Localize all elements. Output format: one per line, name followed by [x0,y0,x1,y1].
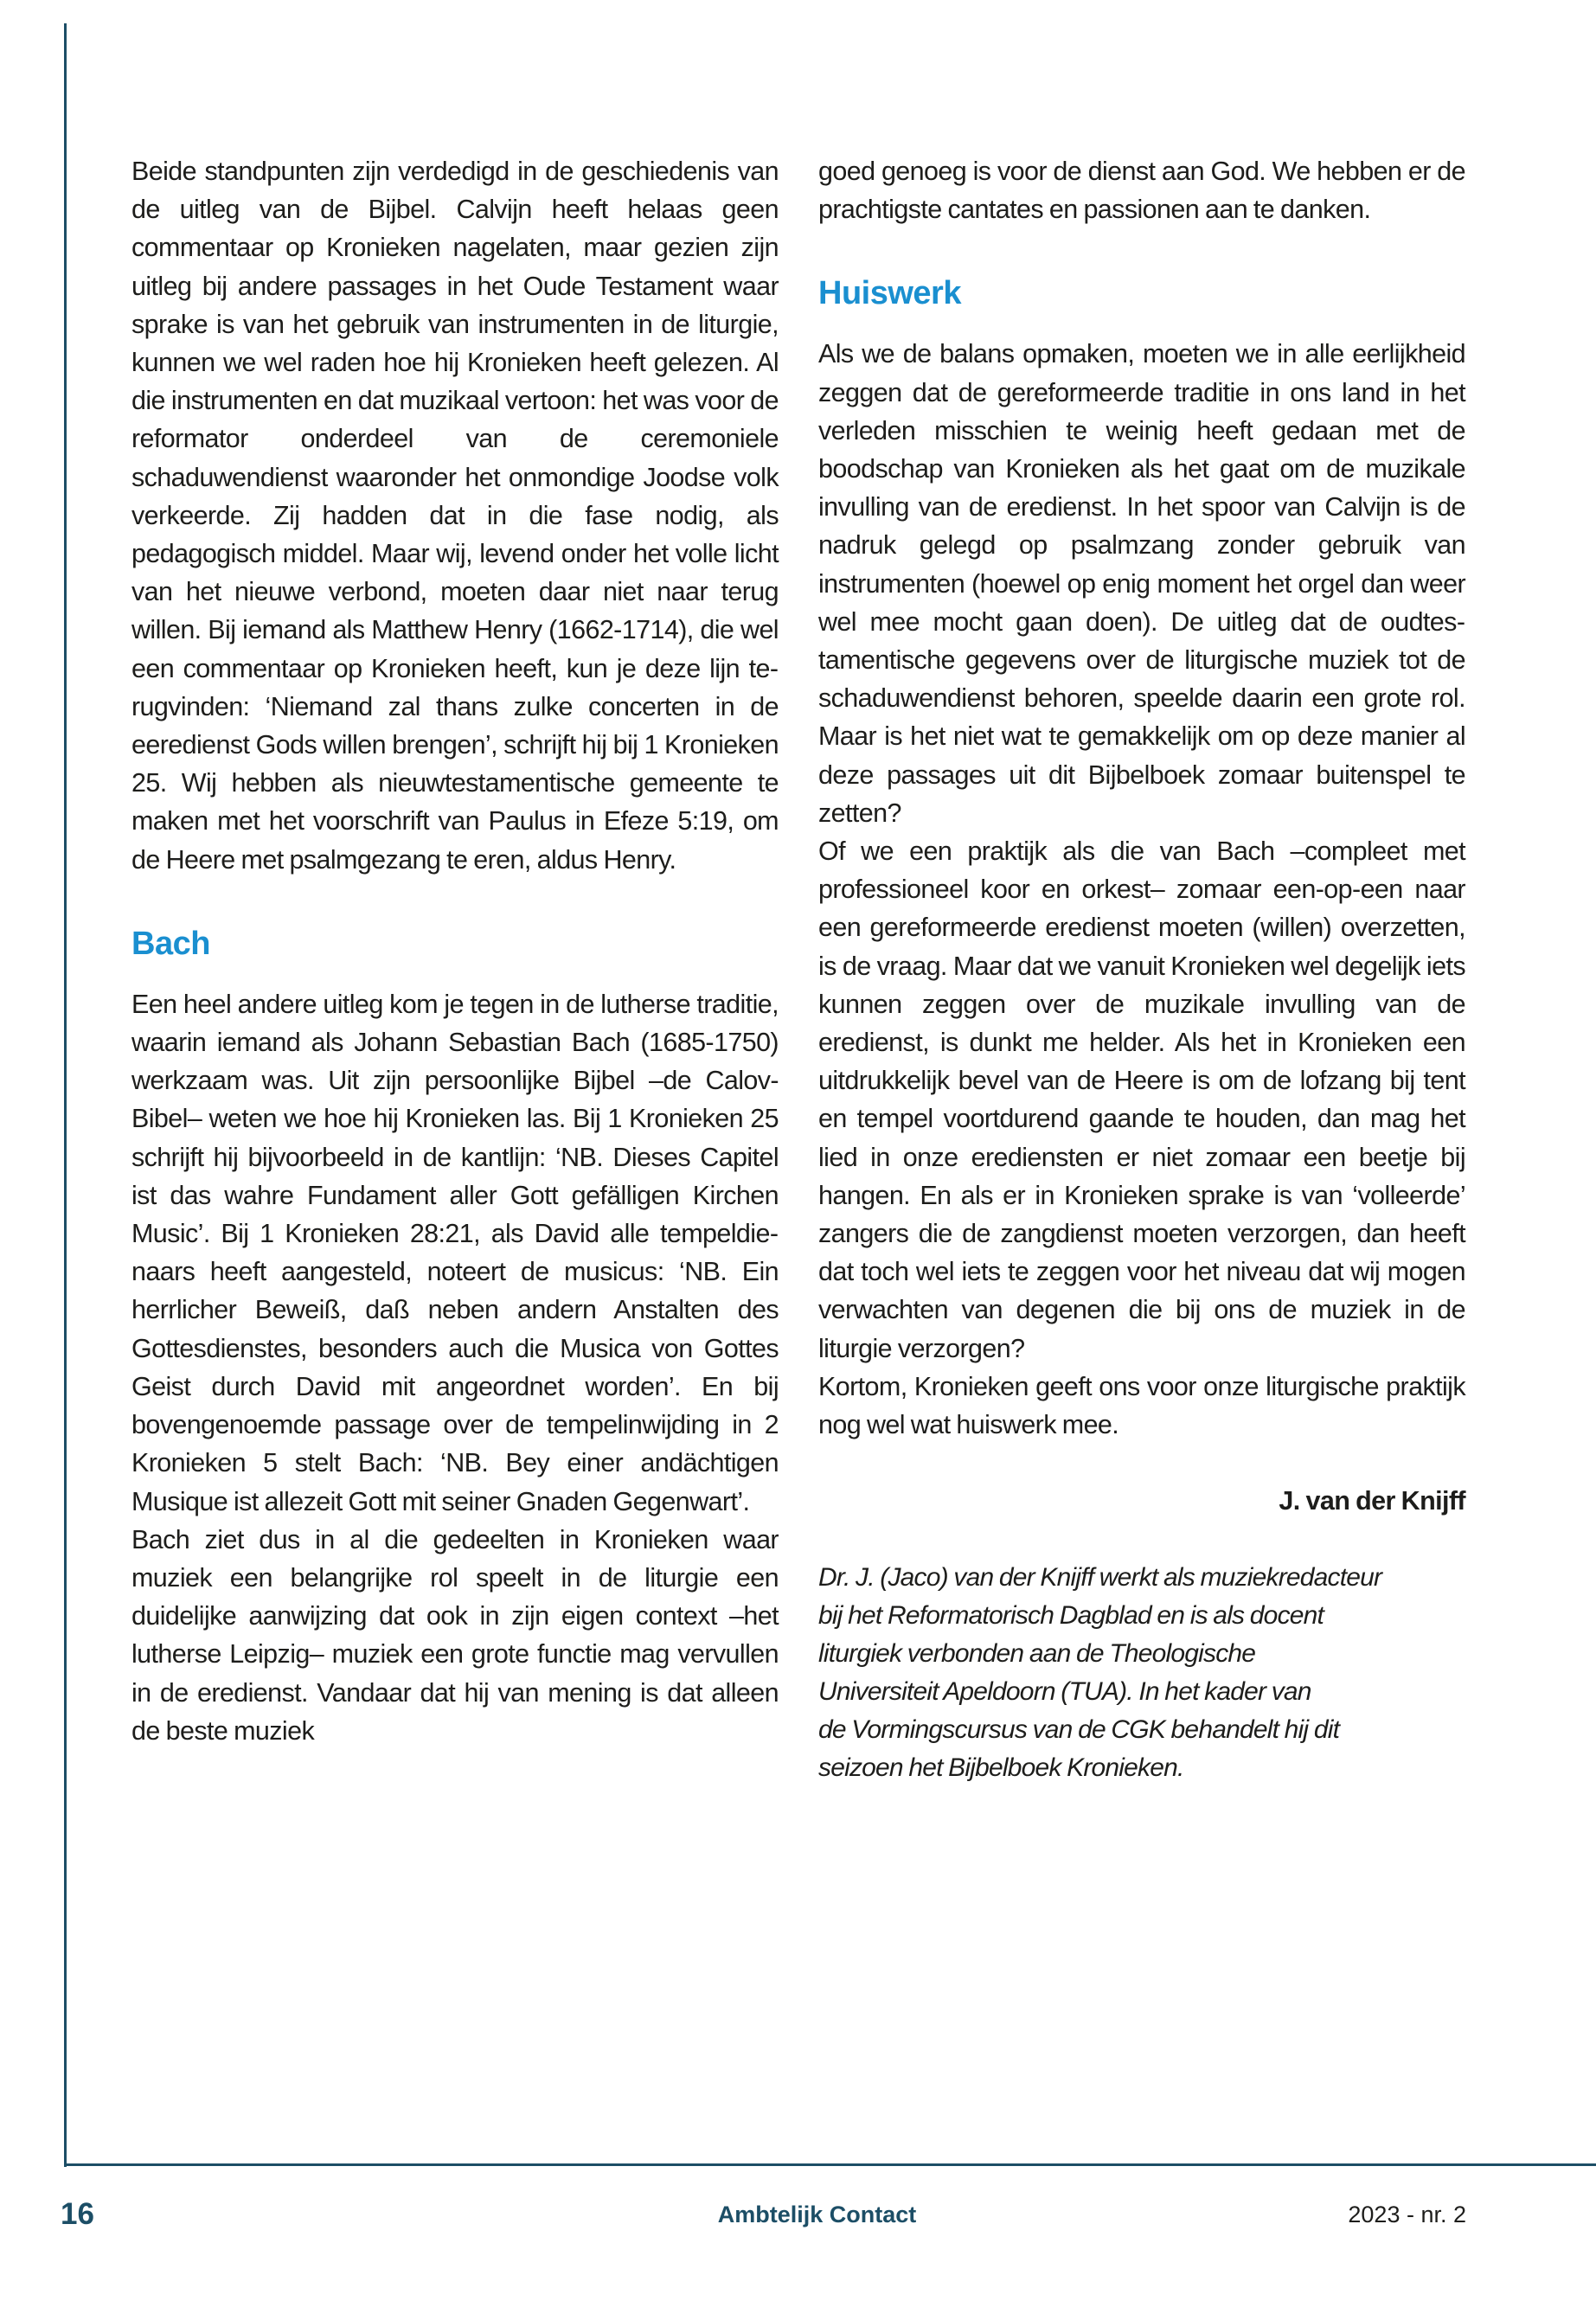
huiswerk-paragraph-2: Of we een praktijk als die van Bach –compleet met professioneel koor en orkest– zomaar een-op-een naar een gereformeerde eredienst moeten (willen) overzetten, is de vraag. Maar dat we vanuit Kronieken wel degelijk iets kunnen zeggen over de muzikale invulling van de eredienst, is dunkt me helder. Als het in Kronieken een uitdrukkelijk bevel van de Heere is om de lofzang bij tent en tempel voortdurend gaande te houden, dan mag het lied in onze erediensten er niet zomaar een beetje bij hangen. En als er in Kronieken sprake is van ‘volleerde’ zangers die de zangdienst moeten verzorgen, dan heeft dat toch wel iets te zeggen voor het niveau dat wij mogen verwachten van degenen die bij ons de muziek in de liturgie verzorgen? [818,836,1465,1363]
huiswerk-paragraph-1: Als we de balans opmaken, moeten we in alle eerlijkheid zeggen dat de gereformeerde traditie in ons land in het verleden misschien te weinig heeft gedaan met de boodschap van Kronieken als het gaat om de muzikale invulling van de eredienst. In het spoor van Calvijn is de nadruk gelegd op psalmzang zonder gebruik van instrumenten (hoewel op enig moment het orgel dan weer wel mee mocht gaan doen). De uitleg dat de oudtestamentische gegevens over de liturgische muziek tot de schaduwendienst behoren, speelde daarin een grote rol. Maar is het niet wat te gemakkelijk om op deze manier al deze passages uit dit Bijbelboek zomaar buitenspel te zetten? [818,339,1465,828]
author-bio-line: Dr. J. (Jaco) van der Knijff werkt als muziekredacteur [818,1562,1382,1592]
author-bio [818,1559,1465,1787]
author-bio-line: bij het Reformatorisch Dagblad en is als docent [818,1600,1324,1630]
continuation-paragraph: goed genoeg is voor de dienst aan God. We hebben er de prachtigste cantates en passionen aan te danken. [818,157,1465,225]
section-heading-bach: Bach [131,925,210,962]
page-frame-left-rule [64,23,67,2167]
author-bio-line: Universiteit Apeldoorn (TUA). In het kader van [818,1676,1311,1706]
author-bio-line: liturgiek verbonden aan de Theologische [818,1638,1256,1668]
intro-paragraph: Beide standpunten zijn verdedigd in de geschiedenis van de uitleg van de Bijbel. Calvijn heeft helaas geen commentaar op Kronieken nagelaten, maar gezien zijn uitleg bij andere passages in het Oude Testament waar sprake is van het gebruik van instrumenten in de liturgie, kunnen we wel raden hoe hij Kronieken heeft gelezen. Al die instrumenten en dat muzikaal vertoon: het was voor de reformator onderdeel van de ceremoniele schaduwendienst waaronder het onmondige Joodse volk verkeerde. Zij hadden dat in die fase nodig, als pedagogisch middel. Maar wij, levend onder het volle licht van het nieuwe verbond, moeten daar niet naar terug willen. Bij iemand als Matthew Henry (1662-1714), die wel een commentaar op Kronieken heeft, kun je deze lijn terugvinden: ‘Niemand zal thans zulke concerten in de eeredienst Gods willen brengen’, schrijft hij bij 1 Kronieken 25. Wij hebben als nieuwtestamentische gemeente te maken met het voorschrift van Paulus in Efeze 5:19, om de Heere met psalmgezang te eren, aldus Henry. [131,157,779,875]
section-heading-huiswerk: Huiswerk [818,275,961,312]
author-bio-line: de Vormingscursus van de CGK behandelt hij dit [818,1715,1340,1744]
page-number: 16 [61,2197,94,2231]
left-column [131,152,779,1750]
author-signature: J. van der Knijff [1279,1486,1465,1516]
page-frame-bottom-rule [64,2163,1596,2166]
bach-paragraph-2: Bach ziet dus in al die gedeelten in Kronieken waar muziek een belangrijke rol speelt in de liturgie een duidelijke aanwijzing dat ook in zijn eigen context –het lutherse Leipzig– muziek een grote functie mag vervullen in de eredienst. Vandaar dat hij van mening is dat alleen de beste muziek [131,1524,779,1746]
author-bio-line: seizoen het Bijbelboek Kronieken. [818,1753,1184,1782]
publication-title: Ambtelijk Contact [717,2202,917,2227]
huiswerk-paragraph-3: Kortom, Kronieken geeft ons voor onze liturgische praktijk nog wel wat huiswerk mee. [818,1371,1465,1440]
right-column [818,152,1465,1787]
bach-paragraph-1: Een heel andere uitleg kom je tegen in de lutherse traditie, waarin iemand als Johann Sebastian Bach (1685-1750) werkzaam was. Uit zijn persoonlijke Bijbel –de Calov-Bibel– weten we hoe hij Kronieken las. Bij 1 Kronieken 25 schrijft hij bijvoorbeeld in de kantlijn: ‘NB. Dieses Capitel ist das wahre Fundament aller Gott gefälligen Kirchen Music’. Bij 1 Kronieken 28:21, als David alle tempeldienaars heeft aangesteld, noteert de musicus: ‘NB. Ein herrlicher Beweiß, daß neben andern Anstalten des Gottesdienstes, besonders auch die Musica von Gottes Geist durch David mit angeordnet worden’. En bij bovengenoemde passage over de tempelinwijding in 2 Kronieken 5 stelt Bach: ‘NB. Bey einer andächtigen Musique ist allezeit Gott mit seiner Gnaden Gegenwart’. [131,989,779,1516]
issue-label: 2023 - nr. 2 [1348,2202,1466,2227]
